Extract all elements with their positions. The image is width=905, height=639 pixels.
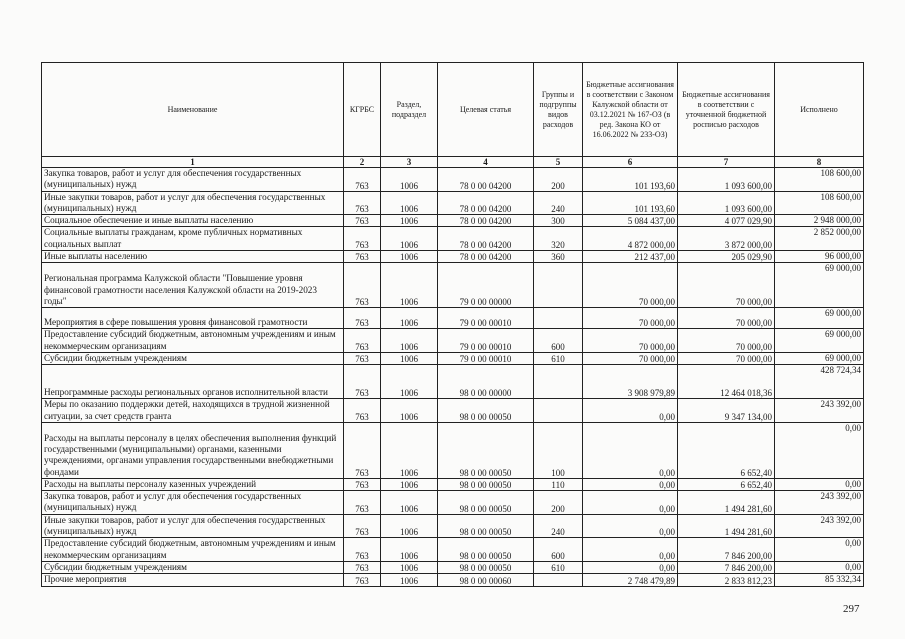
row-ktrbs: 763 <box>344 263 381 308</box>
table-row <box>42 478 864 490</box>
row-law-value: 70 000,00 <box>583 263 678 308</box>
row-group: 360 <box>534 251 583 263</box>
row-executed-value: 108 600,00 <box>775 168 864 192</box>
row-law-value: 70 000,00 <box>583 329 678 353</box>
row-group: 300 <box>534 215 583 227</box>
row-section: 1006 <box>381 308 438 329</box>
row-refined-value: 2 833 812,23 <box>678 574 775 586</box>
row-name: Предоставление субсидий бюджетным, автономным учреждениям и иным некоммерческим организациям <box>42 329 344 353</box>
row-ktrbs: 763 <box>344 251 381 263</box>
row-group: 200 <box>534 168 583 192</box>
row-section: 1006 <box>381 329 438 353</box>
row-executed-value: 108 600,00 <box>775 191 864 215</box>
row-group: 600 <box>534 538 583 562</box>
row-name: Расходы на выплаты персоналу в целях обеспечения выполнения функций государственными (муниципальными) органами, казенными учреждениями, органами управления государственными внебюджетными фондами <box>42 422 344 478</box>
row-article: 78 0 00 04200 <box>438 168 534 192</box>
row-ktrbs: 763 <box>344 308 381 329</box>
row-group: 240 <box>534 514 583 538</box>
row-law-value: 0,00 <box>583 491 678 515</box>
table-row <box>42 352 864 364</box>
column-number: 2 <box>344 157 381 168</box>
header-row <box>42 63 864 157</box>
row-article: 98 0 00 00050 <box>438 491 534 515</box>
row-article: 79 0 00 00010 <box>438 308 534 329</box>
row-article: 98 0 00 00050 <box>438 478 534 490</box>
row-ktrbs: 763 <box>344 491 381 515</box>
header-ktrbs: КГРБС <box>344 63 381 157</box>
page-number: 297 <box>843 603 860 615</box>
row-refined-value: 70 000,00 <box>678 352 775 364</box>
row-refined-value: 70 000,00 <box>678 263 775 308</box>
table-row <box>42 399 864 423</box>
column-number: 7 <box>678 157 775 168</box>
table-row <box>42 215 864 227</box>
row-name: Закупка товаров, работ и услуг для обеспечения государственных (муниципальных) нужд <box>42 491 344 515</box>
row-group: 100 <box>534 422 583 478</box>
row-group <box>534 263 583 308</box>
row-section: 1006 <box>381 263 438 308</box>
row-law-value: 5 084 437,00 <box>583 215 678 227</box>
row-ktrbs: 763 <box>344 538 381 562</box>
table-row <box>42 329 864 353</box>
row-name: Субсидии бюджетным учреждениям <box>42 561 344 573</box>
table-row <box>42 422 864 478</box>
row-law-value: 101 193,60 <box>583 168 678 192</box>
table-row <box>42 263 864 308</box>
row-section: 1006 <box>381 168 438 192</box>
header-groups: Группы и подгруппы видов расходов <box>534 63 583 157</box>
row-name: Иные закупки товаров, работ и услуг для обеспечения государственных (муниципальных) нужд <box>42 191 344 215</box>
row-section: 1006 <box>381 215 438 227</box>
row-name: Закупка товаров, работ и услуг для обеспечения государственных (муниципальных) нужд <box>42 168 344 192</box>
row-ktrbs: 763 <box>344 478 381 490</box>
row-ktrbs: 763 <box>344 352 381 364</box>
header-article: Целевая статья <box>438 63 534 157</box>
row-section: 1006 <box>381 561 438 573</box>
row-section: 1006 <box>381 191 438 215</box>
row-article: 78 0 00 04200 <box>438 227 534 251</box>
table-row <box>42 538 864 562</box>
table-row <box>42 561 864 573</box>
row-executed-value: 243 392,00 <box>775 514 864 538</box>
row-name: Прочие мероприятия <box>42 574 344 586</box>
table-row <box>42 308 864 329</box>
row-law-value: 2 748 479,89 <box>583 574 678 586</box>
header-refined-allocations: Бюджетные ассигнования в соответствии с уточненной бюджетной росписью расходов <box>678 63 775 157</box>
row-ktrbs: 763 <box>344 514 381 538</box>
row-section: 1006 <box>381 538 438 562</box>
row-refined-value: 70 000,00 <box>678 308 775 329</box>
row-refined-value: 1 494 281,60 <box>678 514 775 538</box>
row-article: 98 0 00 00000 <box>438 365 534 399</box>
row-article: 98 0 00 00060 <box>438 574 534 586</box>
row-executed-value: 0,00 <box>775 538 864 562</box>
row-refined-value: 1 093 600,00 <box>678 191 775 215</box>
row-article: 78 0 00 04200 <box>438 251 534 263</box>
column-number: 3 <box>381 157 438 168</box>
row-section: 1006 <box>381 251 438 263</box>
table-row <box>42 168 864 192</box>
row-ktrbs: 763 <box>344 422 381 478</box>
row-law-value: 0,00 <box>583 478 678 490</box>
row-law-value: 0,00 <box>583 538 678 562</box>
row-executed-value: 0,00 <box>775 422 864 478</box>
header-section: Раздел, подраздел <box>381 63 438 157</box>
row-refined-value: 1 093 600,00 <box>678 168 775 192</box>
column-number: 4 <box>438 157 534 168</box>
column-number: 8 <box>775 157 864 168</box>
row-ktrbs: 763 <box>344 574 381 586</box>
row-refined-value: 12 464 018,36 <box>678 365 775 399</box>
table-row <box>42 491 864 515</box>
table-row <box>42 227 864 251</box>
row-article: 98 0 00 00050 <box>438 422 534 478</box>
header-name: Наименование <box>42 63 344 157</box>
row-section: 1006 <box>381 422 438 478</box>
row-group: 610 <box>534 561 583 573</box>
row-ktrbs: 763 <box>344 168 381 192</box>
row-section: 1006 <box>381 574 438 586</box>
row-name: Непрограммные расходы региональных органов исполнительной власти <box>42 365 344 399</box>
row-refined-value: 205 029,90 <box>678 251 775 263</box>
row-article: 78 0 00 04200 <box>438 215 534 227</box>
row-refined-value: 7 846 200,00 <box>678 561 775 573</box>
row-name: Социальное обеспечение и иные выплаты населению <box>42 215 344 227</box>
row-executed-value: 85 332,34 <box>775 574 864 586</box>
row-refined-value: 70 000,00 <box>678 329 775 353</box>
row-name: Иные выплаты населению <box>42 251 344 263</box>
row-executed-value: 243 392,00 <box>775 399 864 423</box>
row-group: 610 <box>534 352 583 364</box>
row-name: Социальные выплаты гражданам, кроме публичных нормативных социальных выплат <box>42 227 344 251</box>
row-refined-value: 1 494 281,60 <box>678 491 775 515</box>
row-executed-value: 69 000,00 <box>775 263 864 308</box>
row-law-value: 0,00 <box>583 422 678 478</box>
row-law-value: 70 000,00 <box>583 352 678 364</box>
row-name: Региональная программа Калужской области "Повышение уровня финансовой грамотности населения Калужской области на 2019-2023 годы" <box>42 263 344 308</box>
row-name: Предоставление субсидий бюджетным, автономным учреждениям и иным некоммерческим организациям <box>42 538 344 562</box>
row-ktrbs: 763 <box>344 227 381 251</box>
row-refined-value: 6 652,40 <box>678 478 775 490</box>
row-ktrbs: 763 <box>344 365 381 399</box>
row-section: 1006 <box>381 227 438 251</box>
row-article: 79 0 00 00010 <box>438 352 534 364</box>
row-section: 1006 <box>381 399 438 423</box>
table-row <box>42 251 864 263</box>
column-number: 6 <box>583 157 678 168</box>
table-row <box>42 191 864 215</box>
row-article: 98 0 00 00050 <box>438 514 534 538</box>
row-executed-value: 69 000,00 <box>775 352 864 364</box>
row-article: 78 0 00 04200 <box>438 191 534 215</box>
header-executed: Исполнено <box>775 63 864 157</box>
table-row <box>42 514 864 538</box>
row-article: 79 0 00 00000 <box>438 263 534 308</box>
row-group: 110 <box>534 478 583 490</box>
row-refined-value: 6 652,40 <box>678 422 775 478</box>
row-executed-value: 69 000,00 <box>775 329 864 353</box>
row-group: 600 <box>534 329 583 353</box>
row-group <box>534 365 583 399</box>
row-law-value: 101 193,60 <box>583 191 678 215</box>
row-executed-value: 0,00 <box>775 561 864 573</box>
row-law-value: 0,00 <box>583 514 678 538</box>
row-name: Меры по оказанию поддержки детей, находящихся в трудной жизненной ситуации, за счет средств гранта <box>42 399 344 423</box>
row-article: 98 0 00 00050 <box>438 561 534 573</box>
row-executed-value: 2 852 000,00 <box>775 227 864 251</box>
row-name: Субсидии бюджетным учреждениям <box>42 352 344 364</box>
row-group: 200 <box>534 491 583 515</box>
row-law-value: 4 872 000,00 <box>583 227 678 251</box>
row-law-value: 3 908 979,89 <box>583 365 678 399</box>
row-ktrbs: 763 <box>344 399 381 423</box>
row-refined-value: 9 347 134,00 <box>678 399 775 423</box>
budget-table <box>41 62 864 587</box>
row-name: Иные закупки товаров, работ и услуг для обеспечения государственных (муниципальных) нужд <box>42 514 344 538</box>
row-refined-value: 7 846 200,00 <box>678 538 775 562</box>
row-refined-value: 4 077 029,90 <box>678 215 775 227</box>
row-executed-value: 243 392,00 <box>775 491 864 515</box>
row-name: Мероприятия в сфере повышения уровня финансовой грамотности <box>42 308 344 329</box>
row-ktrbs: 763 <box>344 191 381 215</box>
row-section: 1006 <box>381 365 438 399</box>
row-executed-value: 428 724,34 <box>775 365 864 399</box>
column-numbers-row <box>42 157 864 168</box>
row-law-value: 70 000,00 <box>583 308 678 329</box>
row-article: 98 0 00 00050 <box>438 538 534 562</box>
row-ktrbs: 763 <box>344 329 381 353</box>
row-group: 240 <box>534 191 583 215</box>
row-section: 1006 <box>381 352 438 364</box>
table-body <box>42 168 864 587</box>
row-group <box>534 574 583 586</box>
row-section: 1006 <box>381 491 438 515</box>
table-row <box>42 365 864 399</box>
column-number: 5 <box>534 157 583 168</box>
row-ktrbs: 763 <box>344 215 381 227</box>
row-law-value: 0,00 <box>583 399 678 423</box>
row-section: 1006 <box>381 514 438 538</box>
row-ktrbs: 763 <box>344 561 381 573</box>
row-law-value: 212 437,00 <box>583 251 678 263</box>
header-law-allocations: Бюджетные ассигнования в соответствии с Законом Калужской области от 03.12.2021 № 167-ОЗ (в ред. Закона КО от 16.06.2022 № 233-ОЗ) <box>583 63 678 157</box>
row-refined-value: 3 872 000,00 <box>678 227 775 251</box>
row-group <box>534 308 583 329</box>
row-executed-value: 0,00 <box>775 478 864 490</box>
column-number: 1 <box>42 157 344 168</box>
table-row <box>42 574 864 586</box>
row-name: Расходы на выплаты персоналу казенных учреждений <box>42 478 344 490</box>
row-group <box>534 399 583 423</box>
row-executed-value: 96 000,00 <box>775 251 864 263</box>
row-executed-value: 2 948 000,00 <box>775 215 864 227</box>
row-article: 79 0 00 00010 <box>438 329 534 353</box>
row-law-value: 0,00 <box>583 561 678 573</box>
row-section: 1006 <box>381 478 438 490</box>
row-group: 320 <box>534 227 583 251</box>
row-article: 98 0 00 00050 <box>438 399 534 423</box>
row-executed-value: 69 000,00 <box>775 308 864 329</box>
